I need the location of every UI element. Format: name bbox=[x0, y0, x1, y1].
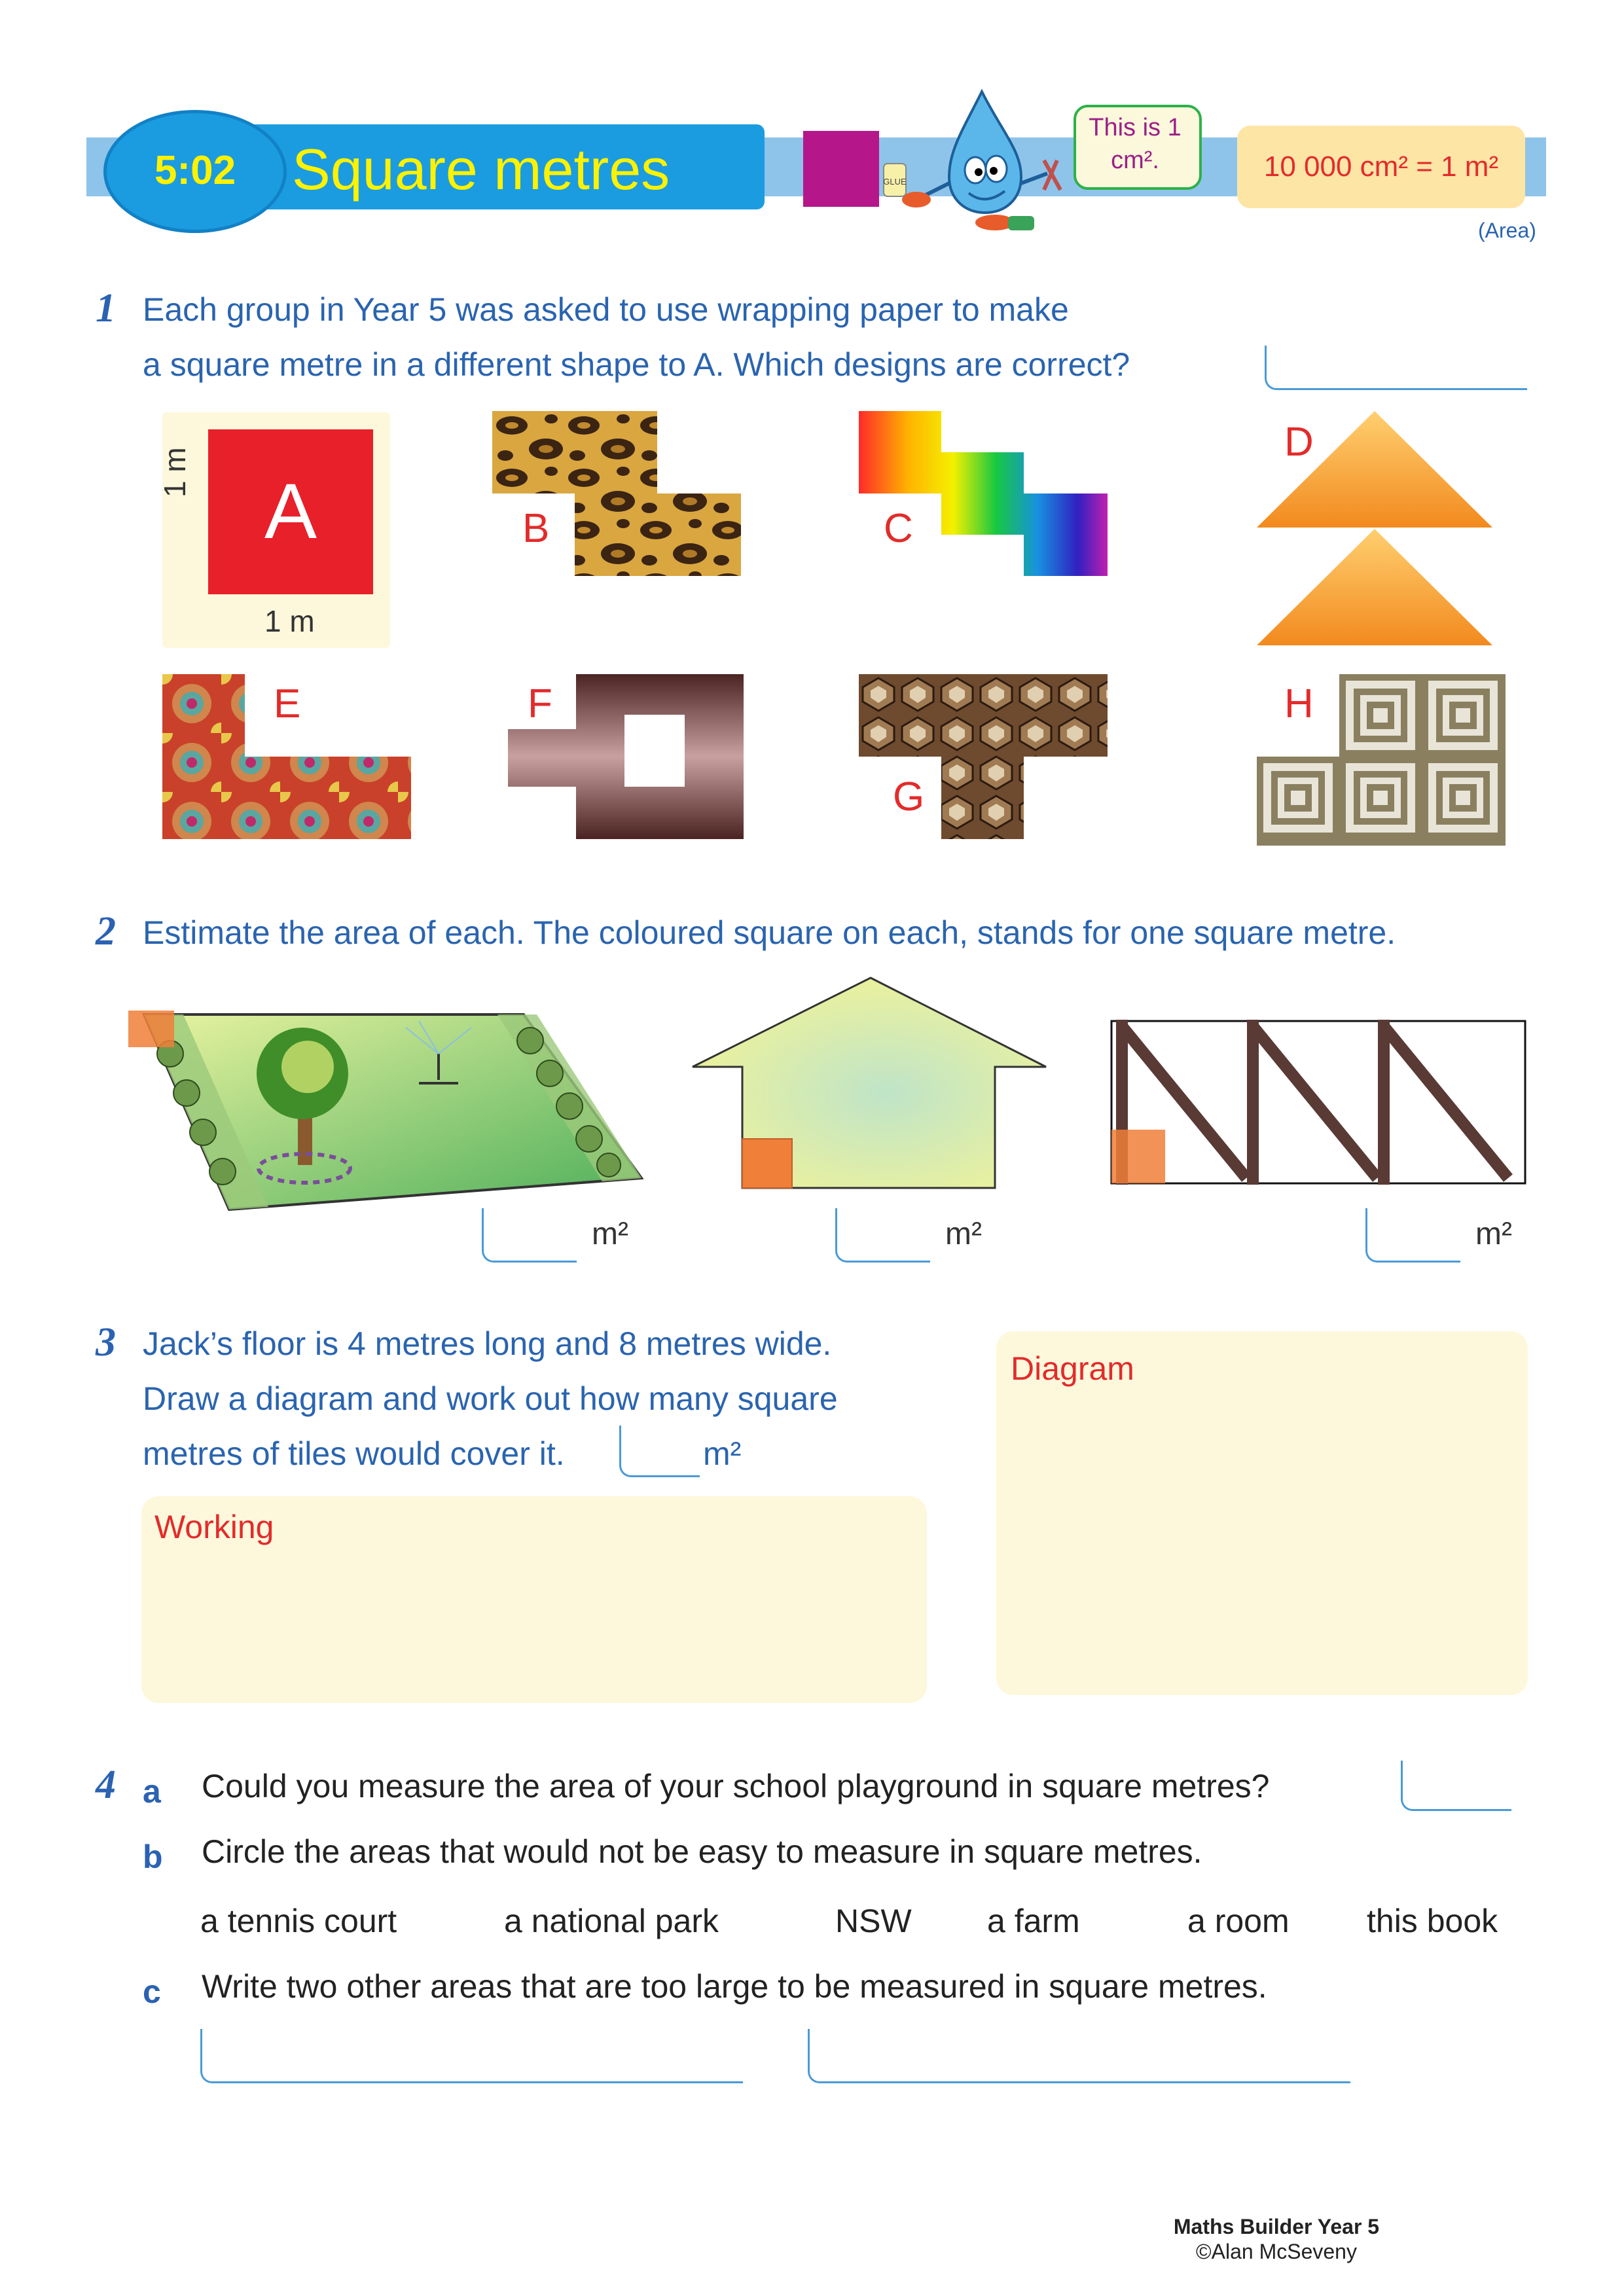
garden-unit: m² bbox=[592, 1217, 628, 1251]
topic-tag: (Area) bbox=[1478, 219, 1536, 242]
q4a-answer-box[interactable] bbox=[1401, 1761, 1511, 1811]
q4b-text: Circle the areas that would not be easy to measure in square metres. bbox=[202, 1833, 1202, 1870]
speech-bubble-text: This is 1 cm². bbox=[1089, 114, 1182, 174]
question-number-4: 4 bbox=[96, 1763, 116, 1807]
q4c-answer-box-1[interactable] bbox=[200, 2029, 743, 2083]
working-label: Working bbox=[154, 1509, 274, 1545]
q4c-answer-box-2[interactable] bbox=[808, 2029, 1350, 2083]
house-unit: m² bbox=[945, 1217, 982, 1251]
section-number: 5:02 bbox=[154, 148, 236, 193]
q3-unit: m² bbox=[703, 1435, 742, 1472]
q4c-text: Write two other areas that are too large to be measured in square metres. bbox=[202, 1968, 1267, 2005]
diagram-label: Diagram bbox=[1011, 1350, 1134, 1387]
design-b-label: B bbox=[522, 506, 550, 551]
q1-answer-box[interactable] bbox=[1265, 346, 1527, 390]
q3-text-line-1: Jack’s floor is 4 metres long and 8 metres wide. bbox=[143, 1325, 832, 1362]
page-title: Square metres bbox=[292, 137, 670, 202]
q2-text: Estimate the area of each. The coloured square on each, stands for one square metre. bbox=[143, 914, 1396, 951]
design-h-label: H bbox=[1284, 681, 1314, 726]
q1-text-line-1: Each group in Year 5 was asked to use wrapping paper to make bbox=[143, 291, 1069, 328]
q3-text-line-2: Draw a diagram and work out how many square bbox=[143, 1380, 838, 1417]
q3-text-line-3: metres of tiles would cover it. bbox=[143, 1435, 565, 1472]
footer-copyright: ©Alan McSeveny bbox=[1196, 2240, 1357, 2263]
fence-unit: m² bbox=[1475, 1217, 1512, 1251]
q4c-label: c bbox=[143, 1973, 161, 2010]
design-e-label: E bbox=[274, 681, 301, 726]
question-number-3: 3 bbox=[96, 1320, 116, 1365]
house-shape bbox=[687, 975, 1054, 1191]
side-length-horizontal: 1 m bbox=[264, 604, 315, 638]
fence-answer-box[interactable] bbox=[1365, 1208, 1460, 1263]
q4a-label: a bbox=[143, 1773, 161, 1810]
conversion-fact: 10 000 cm² = 1 m² bbox=[1263, 151, 1499, 183]
glue-label: GLUE bbox=[883, 177, 907, 187]
design-a-label: A bbox=[264, 467, 317, 555]
option-farm[interactable]: a farm bbox=[987, 1903, 1080, 1939]
house-answer-box[interactable] bbox=[835, 1208, 930, 1263]
fence-frame-shape bbox=[1110, 1020, 1526, 1185]
q3-answer-box[interactable] bbox=[619, 1426, 700, 1477]
option-national-park[interactable]: a national park bbox=[504, 1903, 719, 1939]
q4a-text: Could you measure the area of your school playground in square metres? bbox=[202, 1768, 1270, 1804]
water-drop-mascot-icon bbox=[884, 85, 1093, 236]
option-tennis-court[interactable]: a tennis court bbox=[200, 1903, 397, 1939]
question-number-1: 1 bbox=[96, 286, 116, 331]
one-square-centimetre-sample bbox=[803, 131, 879, 207]
question-number-2: 2 bbox=[96, 909, 116, 954]
q1-text-line-2: a square metre in a different shape to A. Which designs are correct? bbox=[143, 346, 1130, 383]
footer-book-title: Maths Builder Year 5 bbox=[1173, 2215, 1380, 2238]
design-c-label: C bbox=[884, 506, 913, 551]
side-length-vertical: 1 m bbox=[158, 447, 192, 497]
design-f-label: F bbox=[528, 681, 552, 726]
garden-picture bbox=[131, 1001, 641, 1217]
option-nsw[interactable]: NSW bbox=[835, 1903, 912, 1939]
design-g-label: G bbox=[893, 774, 925, 819]
design-d-label: D bbox=[1284, 420, 1314, 465]
option-room[interactable]: a room bbox=[1187, 1903, 1290, 1939]
q4b-label: b bbox=[143, 1839, 163, 1875]
garden-answer-box[interactable] bbox=[482, 1208, 577, 1263]
option-this-book[interactable]: this book bbox=[1367, 1903, 1498, 1939]
